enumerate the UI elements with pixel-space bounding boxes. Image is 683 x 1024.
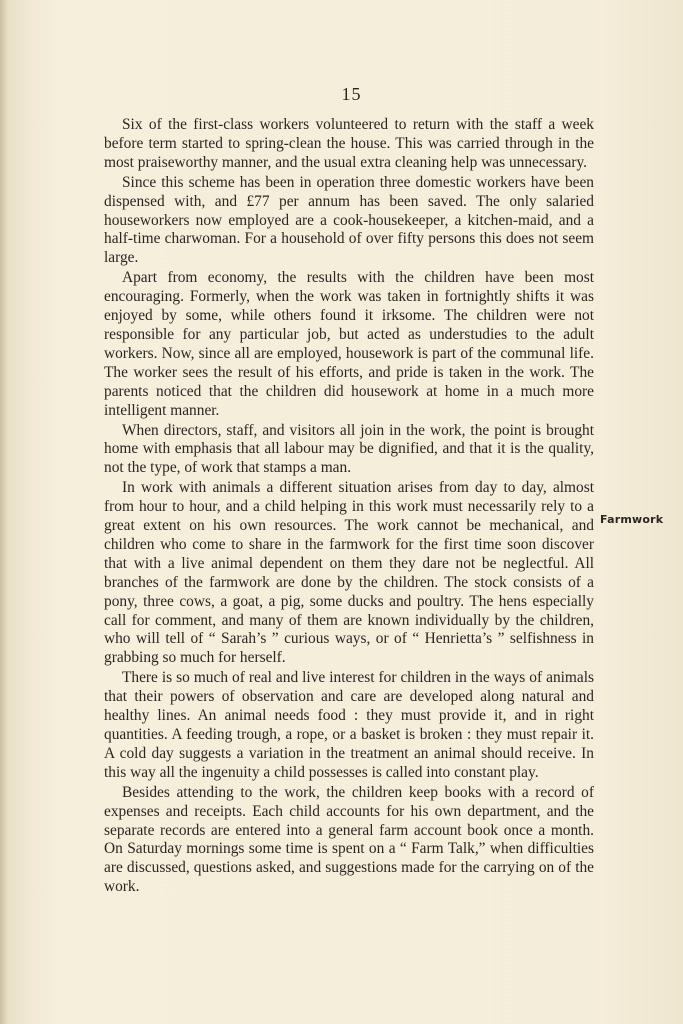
paragraph: Since this scheme has been in operation three domestic workers have been dispensed with, and £77 per annum has been saved. The only salaried houseworkers now employed are a cook-housekeeper, a kitchen-maid, and a half-time charwoman. For a household of over fifty persons this does not seem large. (104, 173, 594, 267)
body-text (104, 116, 594, 898)
paragraph: Besides attending to the work, the children keep books with a record of expenses and receipts. Each child accounts for his own department, and the separate records are entered into a general farm account book once a month. On Saturday mornings some time is spent on a “ Farm Talk,” when difficulties are discussed, questions asked, and suggestions made for the carrying on of the work. (104, 783, 594, 896)
paragraph: Apart from economy, the results with the children have been most encouraging. Formerly, when the work was taken in fortnightly shifts it was enjoyed by some, while others found it irksome. The children were not responsible for any particular job, but acted as understudies to the adult workers. Now, since all are employed, housework is part of the communal life. The worker sees the result of his efforts, and pride is taken in the work. The parents noticed that the children did housework at home in a much more intelligent manner. (104, 269, 594, 419)
paragraph: There is so much of real and live interest for children in the ways of animals that their powers of observation and care are developed along natural and healthy lines. An animal needs food : they must provide it, and in right quantities. A feeding trough, a rope, or a basket is broken : they must repair it. A cold day suggests a variation in the treatment an animal should receive. In this way all the ingenuity a child possesses is called into constant play. (104, 669, 594, 781)
margin-note-farmwork: Farmwork (600, 513, 664, 526)
paragraph: Six of the first-class workers volunteered to return with the staff a week before term started to spring-clean the house. This was carried through in the most praiseworthy manner, and the usual extra cleaning help was unnecessary. (104, 116, 594, 171)
page-number: 15 (341, 84, 362, 104)
spine-shadow (0, 0, 8, 1024)
paragraph: In work with animals a different situation arises from day to day, almost from hour to hour, and a child helping in this work must necessarily rely to a great extent on his own resources. The work cannot be mechanical, and children who come to share in the farmwork for the first time soon discover that with a live animal dependent on them they dare not be neglectful. All branches of the farmwork are done by the children. The stock consists of a pony, three cows, a goat, a pig, some ducks and poultry. The hens especially call for comment, and many of them are known individually by the children, who will tell of “ Sarah’s ” curious ways, or of “ Henrietta’s ” selfishness in grabbing so much for herself. (104, 479, 594, 667)
paragraph: When directors, staff, and visitors all join in the work, the point is brought home with emphasis that all labour may be dignified, and that it is the quality, not the type, of work that stamps a man. (104, 421, 594, 477)
